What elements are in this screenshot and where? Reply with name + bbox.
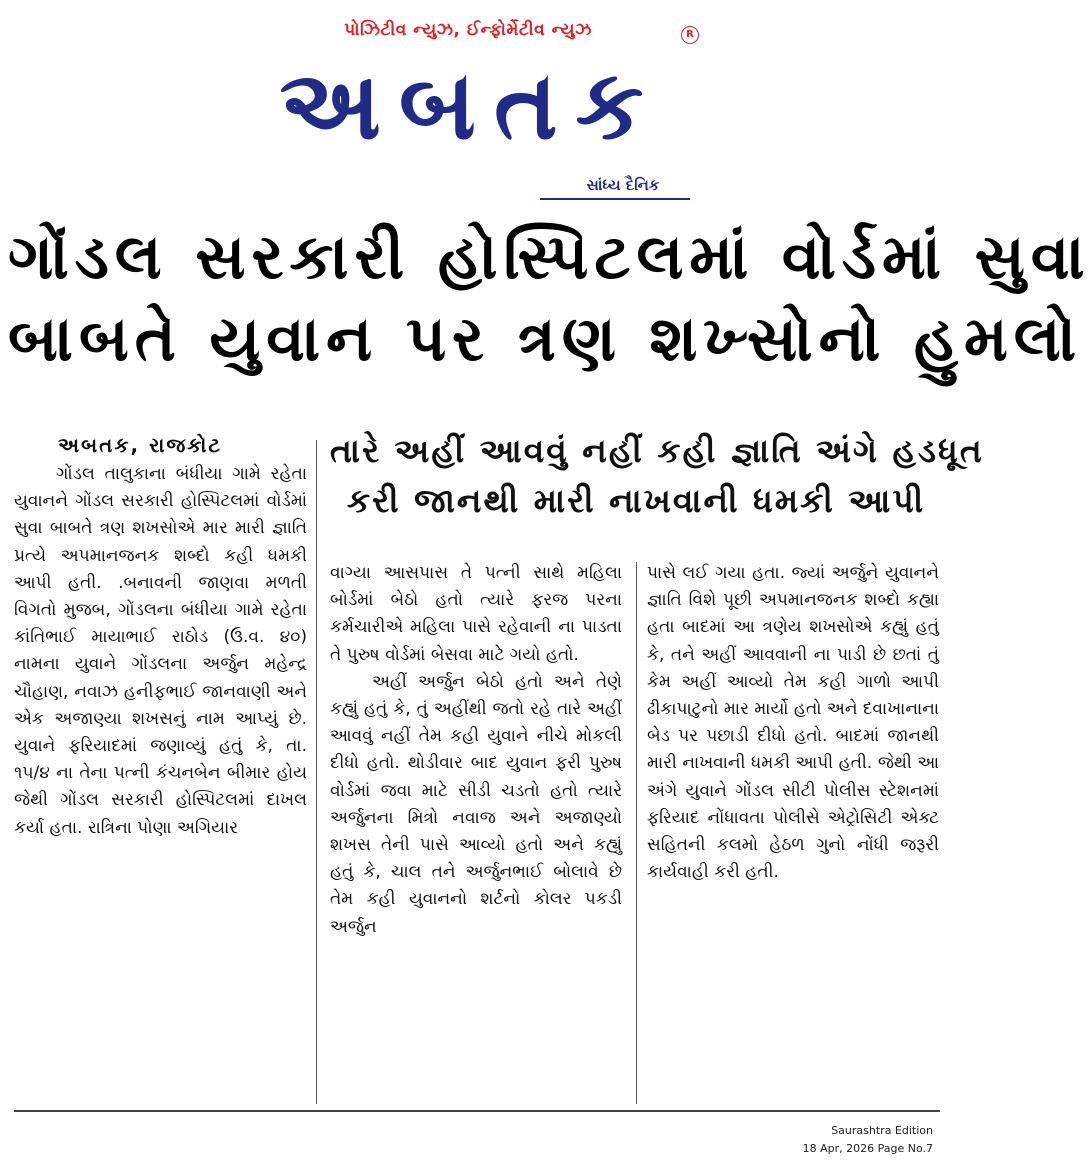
column-2-paragraph-1: વાગ્યા આસપાસ તે પત્ની સાથે મહિલા બોર્ડમાં બેઠો હતો ત્યારે ફરજ પરના કર્મચારીએ મહિલા પાસે રહેવાની ના પાડતા તે પુરુષ વોર્ડમાં બેસવા માટે ગયો હતો. <box>330 563 622 665</box>
logo-text: અબતક <box>279 49 662 161</box>
column-2-paragraph-2: અહીં અર્જુન બેઠો હતો અને તેણે કહ્યું હતું કે, તું અહીંથી જતો રહે તારે અહીં આવવું નહીં તેમ કહી યુવાને નીચે મોકલી દીધો હતો. થોડીવાર બાદ યુવાન ફરી પુરુષ વોર્ડમાં જવા માટે સીડી ચડતો હતો ત્યારે અર્જુનના મિત્રો નવાજ અને અજાણ્યો શખસ તેની પાસે આવ્યો હતો અને કહ્યું હતું કે, ચાલ તને અર્જુનભાઈ બોલાવે છે તેમ કહી યુવાનનો શર્ટનો કોલર પકડી અર્જુન <box>330 671 622 937</box>
edition-label: Saurashtra Edition <box>831 1124 933 1137</box>
footer-divider <box>14 1110 940 1112</box>
masthead-tagline: પોઝિટીવ ન્યુઝ, ઈન્ફોર્મેટીવ ન્યુઝ <box>344 20 592 40</box>
page-info: 18 Apr, 2026 Page No.7 <box>802 1142 933 1155</box>
article-column-2 <box>330 560 622 941</box>
masthead <box>0 0 947 205</box>
article-column-1 <box>14 461 307 842</box>
headline-line-2: બાબતે યુવાન પર ત્રણ શખ્સોનો હુમલો <box>8 302 1083 375</box>
masthead-divider <box>540 198 690 200</box>
registered-mark-icon: R <box>681 26 699 44</box>
subhead-line-2: કરી જાનથી મારી નાખવાની ધમકી આપી <box>346 481 926 520</box>
column-divider <box>316 440 317 1104</box>
dateline: અબતક, રાજકોટ <box>58 433 223 457</box>
column-1-text: ગોંડલ તાલુકાના બંધીયા ગામે રહેતા યુવાનને ગોંડલ સરકારી હોસ્પિટલમાં વોર્ડમાં સુવા બાબતે ત્રણ શખસોએ માર મારી જ્ઞાતિ પ્રત્યે અપમાનજનક શબ્દો કહી ધમકી આપી હતી. .બનાવની જાણવા મળતી વિગતો મુજબ, ગોંડલના બંધીયા ગામે રહેતા કાંતિભાઈ માયાભાઈ રાઠોડ (ઉ.વ. ૪૦) નામના યુવાને ગોંડલના અર્જુન મહેન્દ્ર ચૌહાણ, નવાઝ હનીફભાઈ જાનવાણી અને એક અજાણ્યા શખસનું નામ આપ્યું છે. યુવાને ફરિયાદમાં જણાવ્યું હતું કે, તા. ૧૫/૪ ના તેના પત્ની કંચનબેન બીમાર હોય જેથી ગોંડલ સરકારી હોસ્પિટલમાં દાખલ કર્યા હતા. રાત્રિના પોણા અગિયાર <box>14 464 307 838</box>
subhead-line-1: તારે અહીં આવવું નહીં કહી જ્ઞાતિ અંગે હડધૂત <box>330 431 984 470</box>
article-column-3 <box>647 560 939 886</box>
masthead-subtitle: સાંધ્ય દૈનિક <box>586 176 660 194</box>
newspaper-logo <box>248 46 693 174</box>
headline-line-1: ગોંડલ સરકારી હોસ્પિટલમાં વોર્ડમાં સુવા <box>8 220 1091 293</box>
column-3-text: પાસે લઈ ગયા હતા. જ્યાં અર્જુને યુવાનને જ્ઞાતિ વિશે પૂછી અપમાનજનક શબ્દો કહ્યા હતા બાદમાં આ ત્રણેય શખસોએ કહ્યું હતું કે, તને અહીં આવવાની ના પાડી છે છતાં તું કેમ અહીં આવ્યો તેમ કહી ગાળો આપી ઢીકાપાટુનો માર માર્યો હતો અને દવાખાનાના બેડ પર પછાડી દીધો હતો. બાદમાં જાનથી મારી નાખવાની ધમકી આપી હતી. જેથી આ અંગે યુવાને ગોંડલ સીટી પોલીસ સ્ટેશનમાં ફરિયાદ નોંધાવતા પોલીસે એટ્રોસિટી એક્ટ સહિતની કલમો હેઠળ ગુનો નોંધી જરૂરી કાર્યવાહી કરી હતી. <box>647 563 939 883</box>
column-divider <box>636 562 637 1104</box>
article-headline <box>8 216 1091 380</box>
article-subheadline <box>330 426 984 526</box>
